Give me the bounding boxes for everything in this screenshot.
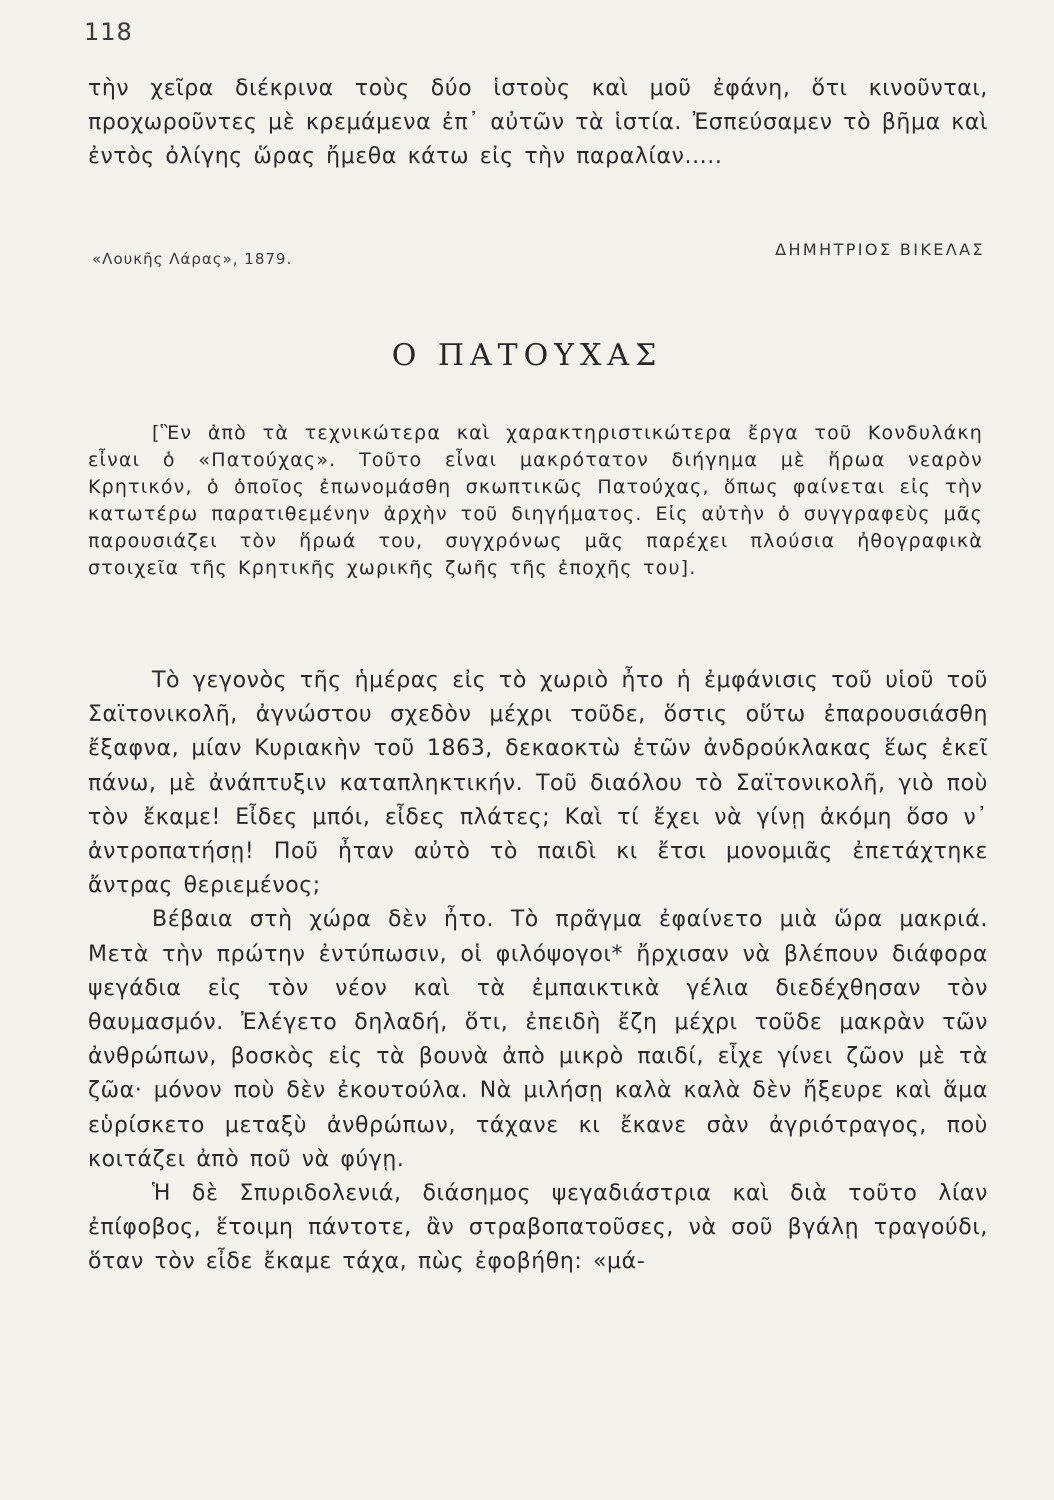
body-paragraph: Τὸ γεγονὸς τῆς ἡμέρας εἰς τὸ χωριὸ ἦτο ἡ ἐμφάνισις τοῦ υἱοῦ τοῦ Σαϊτονικολῆ, ἀγνώστου σχεδὸν μέχρι τοῦδε, ὅστις οὕτω ἐπαρουσιάσθη ἔξαφνα, μίαν Κυριακὴν τοῦ 1863, δεκαοκτὼ ἐτῶν ἀνδρούκλακας ἕως ἐκεῖ πάνω, μὲ ἀνάπτυξιν καταπληκτικήν. Τοῦ διαόλου τὸ Σαϊτονικολῆ, γιὸ ποὺ τὸν ἔκαμε! Εἶδες μπόι, εἶδες πλάτες; Καὶ τί ἔχει νὰ γίνῃ ἀκόμη ὅσο ν᾽ ἀντροπατήσῃ! Ποῦ ἦταν αὐτὸ τὸ παιδὶ κι ἔτσι μονομιᾶς ἐπετάχτηκε ἄντρας θεριεμένος; <box>88 668 988 899</box>
author-signature: ΔΗΜΗΤΡΙΟΣ ΒΙΚΕΛΑΣ <box>775 240 985 259</box>
source-citation: «Λουκῆς Λάρας», 1879. <box>92 250 293 268</box>
body-paragraph: Βέβαια στὴ χώρα δὲν ἦτο. Τὸ πρᾶγμα ἐφαίνετο μιὰ ὥρα μακριά. Μετὰ τὴν πρώτην ἐντύπωσιν, οἱ φιλόψογοι* ἤρχισαν νὰ βλέπουν διάφορα ψεγάδια εἰς τὸν νέον καὶ τὰ ἐμπαικτικὰ γέλια διεδέχθησαν τὸν θαυμασμόν. Ἐλέγετο δηλαδή, ὅτι, ἐπειδὴ ἔζη μέχρι τοῦδε μακρὰν τῶν ἀνθρώπων, βοσκὸς εἰς τὰ βουνὰ ἀπὸ μικρὸ παιδί, εἶχε γίνει ζῶον μὲ τὰ ζῶα· μόνον ποὺ δὲν ἐκουτούλα. Νὰ μιλήσῃ καλὰ καλὰ δὲν ἤξευρε καὶ ἅμα εὑρίσκετο μεταξὺ ἀνθρώπων, τάχανε κι ἔκανε σὰν ἀγριότραγος, ποὺ κοιτάζει ἀπὸ ποῦ νὰ φύγῃ. <box>88 907 988 1172</box>
chapter-title: Ο ΠΑΤΟΥΧΑΣ <box>391 338 663 373</box>
intro-note-block <box>88 420 983 582</box>
page-number: 118 <box>84 18 133 46</box>
intro-note: [Ἓν ἀπὸ τὰ τεχνικώτερα καὶ χαρακτηριστικώτερα ἔργα τοῦ Κονδυλάκη εἶναι ὁ «Πατούχας». Τοῦτο εἶναι μακρότατον διήγημα μὲ ἥρωα νεαρὸν Κρητικόν, ὁ ὁποῖος ἐπωνομάσθη σκωπτικῶς Πατούχας, ὅπως φαίνεται εἰς τὴν κατωτέρω παρατιθεμένην ἀρχὴν τοῦ διηγήματος. Εἰς αὐτὴν ὁ συγγραφεὺς μᾶς παρουσιάζει τὸν ἥρωά του, συγχρόνως μᾶς παρέχει πλούσια ἠθογραφικὰ στοιχεῖα τῆς Κρητικῆς χωρικῆς ζωῆς τῆς ἐποχῆς του]. <box>88 422 983 579</box>
main-text <box>88 664 988 1280</box>
body-paragraph: Ἡ δὲ Σπυριδολενιά, διάσημος ψεγαδιάστρια καὶ διὰ τοῦτο λίαν ἐπίφοβος, ἕτοιμη πάντοτε, ἂν στραβοπατοῦσες, νὰ σοῦ βγάλῃ τραγούδι, ὅταν τὸν εἶδε ἔκαμε τάχα, πὼς ἐφοβήθη: «μά- <box>88 1181 988 1275</box>
opening-text <box>88 72 988 174</box>
opening-paragraph: τὴν χεῖρα διέκρινα τοὺς δύο ἱστοὺς καὶ μοῦ ἐφάνη, ὅτι κινοῦνται, προχωροῦντες μὲ κρεμάμενα ἐπ᾽ αὐτῶν τὰ ἱστία. Ἐσπεύσαμεν τὸ βῆμα καὶ ἐντὸς ὀλίγης ὥρας ἤμεθα κάτω εἰς τὴν παραλίαν..... <box>88 76 988 169</box>
